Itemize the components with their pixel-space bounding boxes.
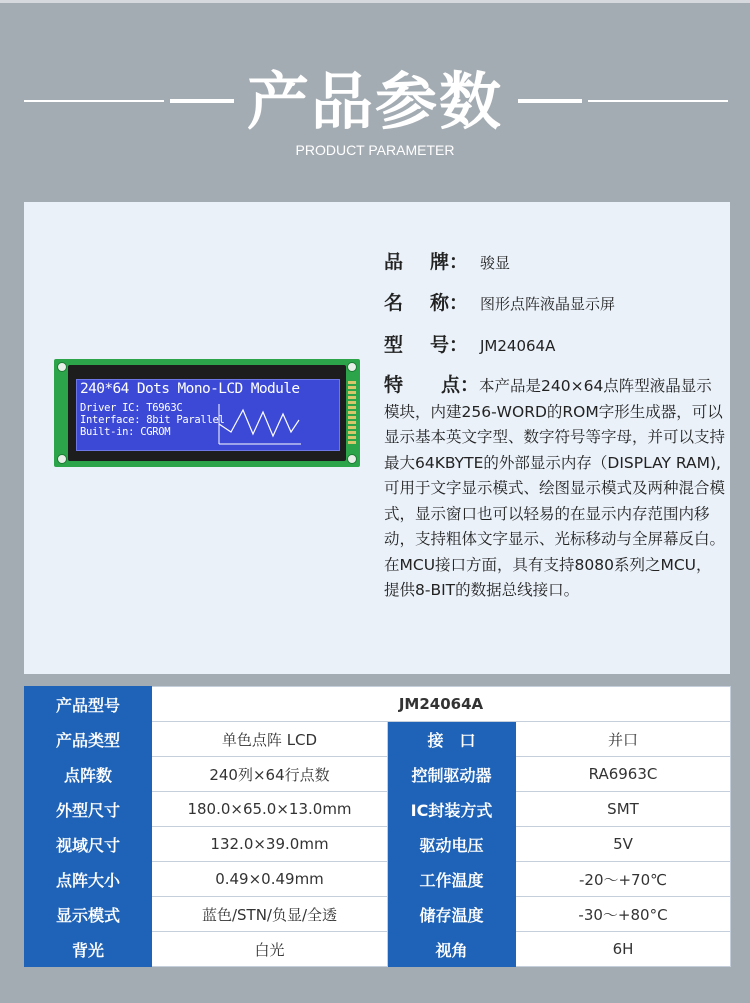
- spec-value-cell: 6H: [516, 932, 731, 967]
- product-panel: [24, 202, 730, 674]
- spec-label-cell: 控制驱动器: [388, 757, 516, 792]
- name-value: 图形点阵液晶显示屏: [480, 295, 616, 313]
- title-divider-right: [588, 100, 728, 102]
- top-edge: [0, 0, 750, 3]
- table-row: [25, 862, 731, 897]
- spec-value-cell: 132.0×39.0mm: [152, 827, 388, 862]
- table-row: [25, 792, 731, 827]
- lcd-module-image: [54, 359, 360, 467]
- spec-value-cell: 并口: [516, 722, 731, 757]
- feature-description: [384, 373, 726, 604]
- lcd-bezel: [68, 365, 346, 461]
- spec-value-cell: 5V: [516, 827, 731, 862]
- table-row: [25, 897, 731, 932]
- mount-hole: [57, 362, 67, 372]
- name-label-1: 名: [384, 292, 404, 314]
- table-row: [25, 722, 731, 757]
- spec-table: [24, 686, 731, 967]
- page-title: 产品参数: [246, 65, 503, 138]
- feature-label: 特 点：: [384, 374, 480, 396]
- table-row: [25, 827, 731, 862]
- spec-label-cell: IC封装方式: [388, 792, 516, 827]
- spec-label-cell: 驱动电压: [388, 827, 516, 862]
- spec-label-cell: 储存温度: [388, 897, 516, 932]
- lcd-line: Driver IC: T6963C: [80, 402, 183, 414]
- spec-value-cell: 蓝色/STN/负显/全透: [152, 897, 388, 932]
- table-row: [25, 687, 731, 722]
- spec-label-cell: 点阵数: [25, 757, 152, 792]
- model-label-2: 号：: [429, 334, 468, 356]
- brand-row: [384, 248, 510, 276]
- brand-value: 骏显: [480, 254, 511, 272]
- spec-label-cell: 工作温度: [388, 862, 516, 897]
- lcd-line: Interface: 8bit Parallel: [80, 414, 225, 426]
- lcd-screen: [76, 379, 340, 451]
- name-row: [384, 289, 615, 317]
- brand-label-2: 牌：: [429, 251, 468, 273]
- spec-value-cell: -20〜+70℃: [516, 862, 731, 897]
- spec-label-cell: 视域尺寸: [25, 827, 152, 862]
- page-subtitle: PRODUCT PARAMETER: [295, 142, 455, 158]
- spec-value-cell: 白光: [152, 932, 388, 967]
- title-divider-left-thick: [170, 99, 234, 103]
- spec-label-cell: 外型尺寸: [25, 792, 152, 827]
- section-header: [0, 60, 750, 170]
- mount-hole: [347, 454, 357, 464]
- model-label-1: 型: [384, 334, 404, 356]
- model-row: [384, 331, 555, 359]
- spec-value-cell: SMT: [516, 792, 731, 827]
- spec-label-cell: 视角: [388, 932, 516, 967]
- spec-value-cell: -30〜+80°C: [516, 897, 731, 932]
- spec-value-cell: RA6963C: [516, 757, 731, 792]
- spec-label-cell: 产品类型: [25, 722, 152, 757]
- lcd-line: Built-in: CGROM: [80, 426, 171, 438]
- spec-label-cell: 接 口: [388, 722, 516, 757]
- model-value: JM24064A: [480, 337, 556, 355]
- spec-value-cell: 240列×64行点数: [152, 757, 388, 792]
- table-row: [25, 757, 731, 792]
- spec-value-cell: 180.0×65.0×13.0mm: [152, 792, 388, 827]
- model-header-cell: 产品型号: [25, 687, 152, 722]
- brand-label-1: 品: [384, 251, 404, 273]
- table-row: [25, 932, 731, 967]
- pin-header: [348, 381, 356, 445]
- mount-hole: [347, 362, 357, 372]
- lcd-heading: 240*64 Dots Mono-LCD Module: [80, 381, 300, 397]
- mount-hole: [57, 454, 67, 464]
- name-label-2: 称：: [429, 292, 468, 314]
- spec-label-cell: 显示模式: [25, 897, 152, 932]
- lcd-waveform-graphic: [215, 402, 303, 446]
- model-value-cell: JM24064A: [152, 687, 731, 722]
- spec-value-cell: 单色点阵 LCD: [152, 722, 388, 757]
- spec-label-cell: 点阵大小: [25, 862, 152, 897]
- spec-label-cell: 背光: [25, 932, 152, 967]
- title-divider-left: [24, 100, 164, 102]
- title-divider-right-thick: [518, 99, 582, 103]
- spec-value-cell: 0.49×0.49mm: [152, 862, 388, 897]
- feature-text: 本产品是240×64点阵型液晶显示模块，内建256-WORD的ROM字形生成器，可以显示基本英文字型、数字符号等字母，并可以支持最大64KBYTE的外部显示内存（DISPLAY RAM),可用于文字显示模式、绘图显示模式及两种混合模式，显示窗口也可以轻易的在显示内存范围内移动，支持粗体文字显示、光标移动与全屏幕反白。在MCU接口方面，具有支持8080系列之MCU，提供8-BIT的数据总线接口。: [384, 377, 726, 599]
